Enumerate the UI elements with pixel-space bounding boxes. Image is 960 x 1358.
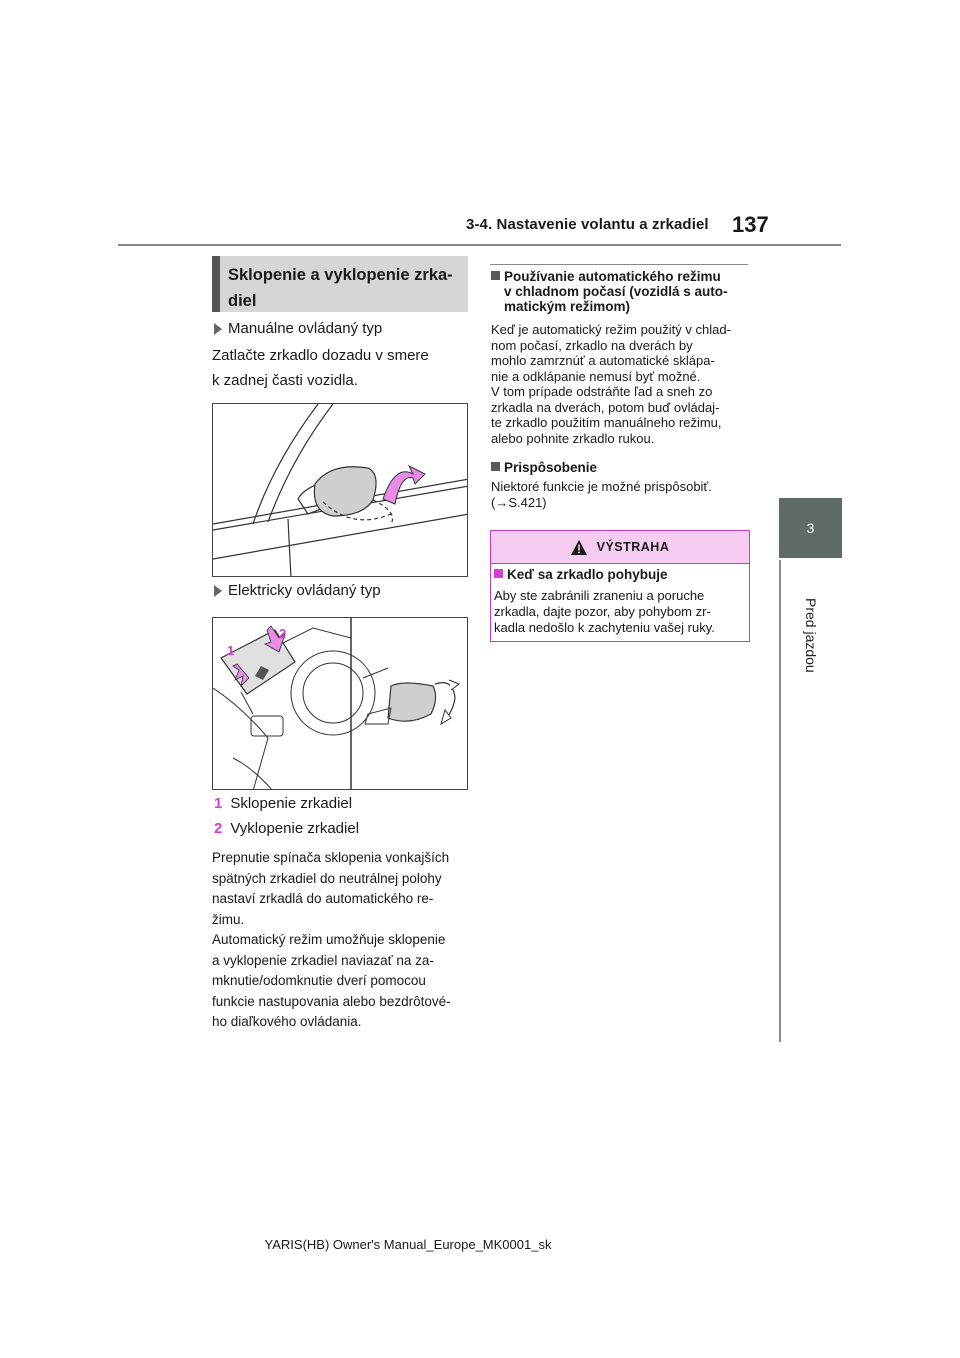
manual-instruction: Zatlačte zrkadlo dozadu v smere k zadnej časti vozidla. xyxy=(212,347,429,389)
warning-text: Aby ste zabránili zraneniu a poruche zrkadla, dajte pozor, aby pohybom zr- kadla nedošlo k zachyteniu vašej ruky. xyxy=(494,588,715,635)
electric-mirror-illustration xyxy=(213,618,468,790)
cold-weather-text: Keď je automatický režim použitý v chlad- nom počasí, zrkadlo na dverách by mohlo zamrznúť a automatické sklápa- nie a odklápanie nemusí byť možné. V tom prípade odstráňte ľad a sneh zo zrkadla na dverách, potom buď ovládaj- te zrkadlo použitím manuálneho režimu, alebo pohnite zrkadlo rukou. xyxy=(491,322,731,446)
page-number: 137 xyxy=(732,212,769,237)
side-rule xyxy=(779,560,781,1042)
customization-heading: Prispôsobenie xyxy=(491,460,597,475)
section-title xyxy=(212,256,468,312)
square-bullet-icon xyxy=(491,271,500,280)
triangle-bullet-icon xyxy=(214,585,222,597)
manual-mirror-illustration xyxy=(213,404,468,577)
electric-type-label: Elektricky ovládaný typ xyxy=(214,582,381,599)
list-item: 2 Vyklopenie zrkadiel xyxy=(214,820,360,837)
warning-box xyxy=(490,530,750,642)
callout-1: 1 xyxy=(227,643,235,658)
cold-weather-heading: Používanie automatického režimu v chladnom počasí (vozidlá s auto- matickým režimom) xyxy=(491,269,728,314)
manual-mirror-figure xyxy=(212,403,468,577)
customization-text: Niektoré funkcie je možné prispôsobiť. (→S.421) xyxy=(491,479,712,510)
square-bullet-icon xyxy=(491,462,500,471)
chapter-title: Pred jazdou xyxy=(803,598,819,673)
warning-heading: Keď sa zrkadlo pohybuje xyxy=(494,566,749,584)
chapter-number: 3 xyxy=(806,520,815,536)
subsection-rule xyxy=(490,264,748,265)
callout-2: 2 xyxy=(279,626,287,641)
header-section-title: 3-4. Nastavenie volantu a zrkadiel xyxy=(466,216,709,233)
page-footer: YARIS(HB) Owner's Manual_Europe_MK0001_sk xyxy=(264,1237,552,1252)
header-rule xyxy=(118,244,841,246)
triangle-bullet-icon xyxy=(214,323,222,335)
section-title-line: Sklopenie a vyklopenie zrka- xyxy=(228,266,453,284)
square-bullet-icon xyxy=(494,569,503,578)
section-title-line: diel xyxy=(228,292,257,310)
electric-mirror-figure xyxy=(212,617,468,790)
list-item: 1 Sklopenie zrkadiel xyxy=(214,795,353,812)
page-reference-link[interactable]: (→S.421) xyxy=(491,495,547,510)
chapter-tab[interactable] xyxy=(779,498,842,558)
auto-mode-paragraph: Prepnutie spínača sklopenia vonkajších spätných zrkadiel do neutrálnej polohy nastaví zrkadlá do automatického re- žimu. Automatický režim umožňuje sklopenie a vyklopenie zrkadiel naviazať na za- mknutie/odomknutie dverí pomocou funkcie nastupovania alebo bezdrôtové- ho diaľkového ovládania. xyxy=(212,850,451,1029)
manual-type-label: Manuálne ovládaný typ xyxy=(214,320,382,337)
warning-header xyxy=(491,531,749,564)
warning-triangle-icon xyxy=(571,540,587,555)
warning-title: VÝSTRAHA xyxy=(596,540,670,554)
